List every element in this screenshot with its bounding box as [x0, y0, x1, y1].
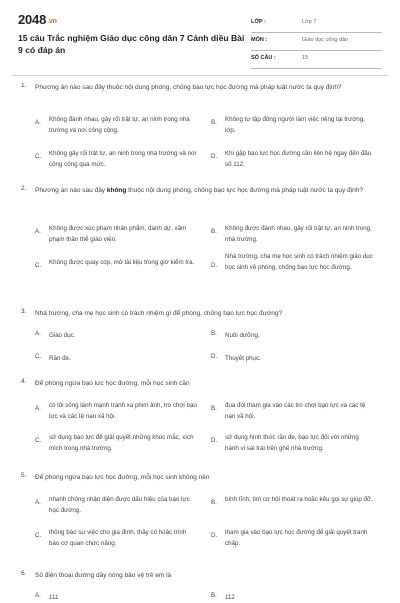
question-number: 3.	[21, 308, 27, 315]
logo-text: 2048	[18, 12, 47, 27]
option-letter: D.	[211, 532, 218, 539]
meta-table	[251, 15, 382, 69]
site-logo[interactable]	[18, 12, 57, 27]
option-text: Thuyết phục.	[225, 355, 261, 362]
option-letter: D.	[211, 353, 218, 360]
header-divider	[12, 75, 388, 76]
option-text: tham gia vào bạo lực học đường để giải quyết tranh chấp.	[225, 529, 368, 547]
option-letter: A.	[35, 499, 41, 506]
question-text: Để phòng ngừa bạo lực học đường, mỗi học sinh cần	[35, 380, 190, 387]
question-text: Số điện thoại đường dây nóng bảo vệ trẻ em là	[35, 572, 172, 579]
logo-suffix: .vn	[47, 18, 57, 25]
option-letter: C.	[35, 262, 42, 269]
option-text: Không được quay cóp, mở tài liệu trong giờ kiểm tra.	[49, 259, 195, 266]
question-text-part: thuộc nội dung phòng, chống bạo lực học đường mà pháp luật nước ta quy định?	[126, 187, 363, 194]
question-number: 2.	[21, 185, 27, 192]
option-letter: C.	[35, 153, 42, 160]
question-emphasis: không	[106, 187, 127, 194]
option-letter: B.	[211, 405, 217, 412]
meta-label: MÔN :	[251, 37, 268, 43]
option-text: Nuôi dưỡng.	[225, 332, 260, 339]
question-text: Để phòng ngừa bạo lực học đường, mỗi học sinh không nên	[35, 474, 210, 481]
option-letter: B.	[211, 592, 217, 599]
question-text: Nhà trường, cha mẹ học sinh có trách nhiệm gì để phòng, chống bạo lực học đường?	[35, 310, 283, 317]
option-text: đua đòi tham gia vào các trò chơi bạo lực và các tệ nạn xã hội.	[225, 402, 366, 420]
option-letter: A.	[35, 405, 41, 412]
option-letter: A.	[35, 119, 41, 126]
option-text: 112	[225, 594, 235, 601]
option-text: Không tự tập đông người làm việc riêng tại trường, lớp.	[225, 116, 365, 134]
question-text-part: Phương án nào sau đây	[35, 187, 107, 194]
question-text	[35, 185, 375, 196]
option-letter: B.	[211, 499, 217, 506]
meta-value: 15	[302, 55, 309, 61]
meta-row-subject	[251, 33, 382, 51]
meta-label: LỚP :	[251, 19, 266, 25]
meta-value: Lớp 7	[302, 19, 317, 25]
question-number: 1.	[21, 82, 27, 89]
option-text: có lối sống lành mạnh tránh xa phim ảnh, trò chơi bạo lực và các tệ nạn xã hội.	[49, 402, 197, 420]
meta-row-count	[251, 51, 382, 69]
option-text: nhanh chóng nhận diện được dấu hiệu của bạo lực học đường.	[49, 496, 190, 514]
option-text: Răn đe.	[49, 355, 71, 362]
option-letter: D.	[211, 153, 218, 160]
option-text: thông báo sự việc cho gia đình, thầy cô hoặc trình báo cơ quan chức năng.	[49, 529, 187, 547]
option-text: Nhà trường, cha mẹ học sinh có trách nhiệm giáo dục học sinh về phòng, chống bạo lực học đường.	[225, 253, 373, 271]
question-text: Phương án nào sau đây thuộc nội dung phòng, chống bạo lực học đường mà pháp luật nước ta quy định?	[35, 84, 342, 91]
option-letter: A.	[35, 592, 41, 599]
question-number: 5.	[21, 472, 27, 479]
option-text: Không được xúc phạm nhân phẩm, danh dự, xâm phạm thân thể giáo viên.	[49, 225, 187, 243]
option-letter: C.	[35, 353, 42, 360]
option-letter: C.	[35, 532, 42, 539]
option-text: Không gây rối trật tự, an ninh trong nhà trường và nơi công cộng quá mức.	[49, 150, 197, 168]
meta-row-class	[251, 15, 382, 33]
document-title: 15 câu Trắc nghiệm Giáo dục công dân 7 Cánh diều Bài 9 có đáp án	[18, 33, 245, 55]
page-header	[18, 10, 382, 68]
option-text: bình tĩnh, tìm cơ hội thoát ra hoặc kêu gọi sự giúp đỡ.	[225, 496, 373, 503]
option-letter: B.	[211, 119, 217, 126]
option-letter: D.	[211, 262, 218, 269]
option-text: sử dụng hình thức răn đe, bạo lực đối với những hành vi sai trái trên ghế nhà trường.	[225, 434, 359, 452]
option-letter: A.	[35, 330, 41, 337]
option-text: Không đánh nhau, gây rối trật tự, an ninh trong nhà trường và nơi công cộng.	[49, 116, 190, 134]
option-letter: C.	[35, 437, 42, 444]
question-number: 6.	[21, 570, 27, 577]
option-text: Khi gặp bạo lực học đường cần liên hệ ngay đến đầu số 112.	[225, 150, 372, 168]
option-letter: D.	[211, 437, 218, 444]
meta-value: Giáo dục công dân	[302, 37, 349, 43]
option-letter: B.	[211, 228, 217, 235]
option-text: Không được đánh nhau, gây rối trật tự, an ninh trong nhà trường.	[225, 225, 371, 243]
option-text: Giáo dục.	[49, 332, 76, 339]
question-number: 4.	[21, 378, 27, 385]
option-text: 111	[49, 594, 59, 601]
option-letter: B.	[211, 330, 217, 337]
meta-label: SỐ CÂU :	[251, 55, 276, 61]
option-letter: A.	[35, 228, 41, 235]
option-text: sử dụng bạo lực để giải quyết những khúc mắc, xích mích trong nhà trường.	[49, 434, 194, 452]
